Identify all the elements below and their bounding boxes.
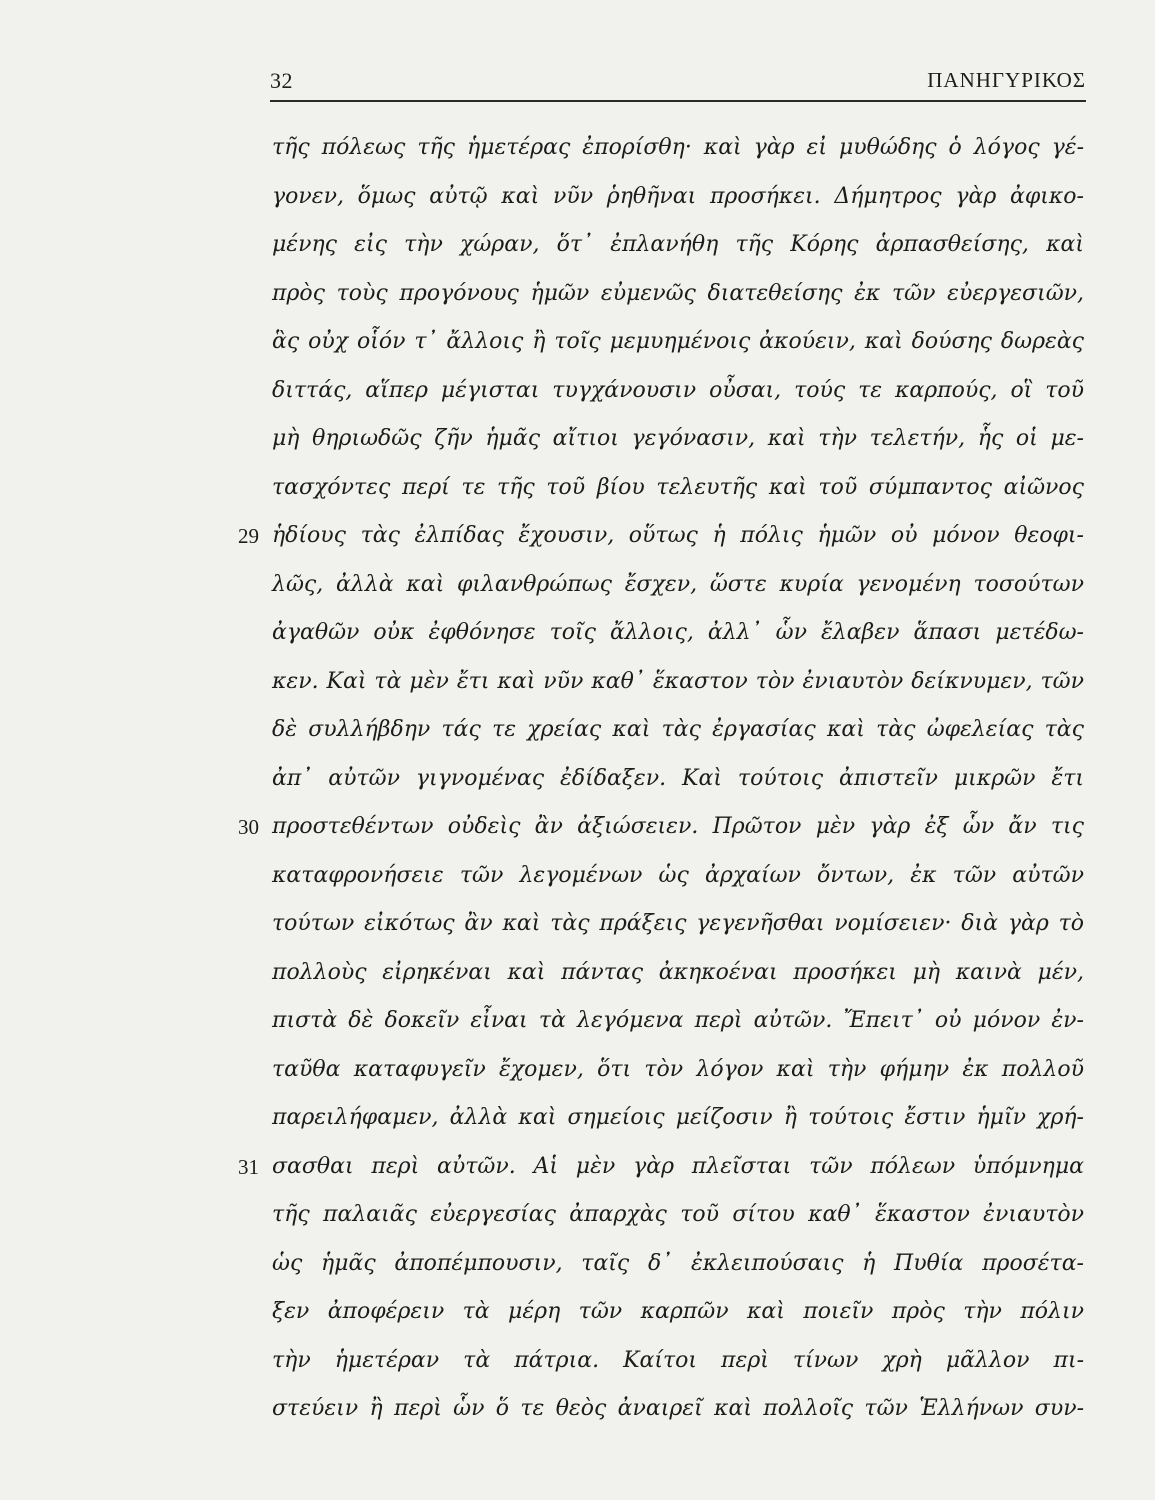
text-line	[272, 1244, 1084, 1293]
text-line	[272, 1195, 1084, 1244]
text-line	[238, 807, 1084, 856]
text-line	[272, 953, 1084, 1002]
running-head: ΠΑΝΗΓΥΡΙΚΟΣ	[927, 68, 1086, 92]
text-line	[272, 1001, 1084, 1050]
line-text: τασχόντες περί τε τῆς τοῦ βίου τελευτῆς καὶ τοῦ σύμπαντος αἰῶνος	[272, 474, 1084, 500]
line-text: δὲ συλλήβδην τάς τε χρείας καὶ τὰς ἐργασίας καὶ τὰς ὠφελείας τὰς	[272, 717, 1084, 742]
text-line	[272, 468, 1084, 517]
line-text: λῶς, ἀλλὰ καὶ φιλανθρώπως ἔσχεν, ὥστε κυρία γενομένη τοσούτων	[272, 571, 1084, 597]
line-text: τὴν ἡμετέραν τὰ πάτρια. Καίτοι περὶ τίνων χρὴ μᾶλλον πι-	[272, 1347, 1084, 1373]
text-line	[272, 1098, 1084, 1147]
line-text: πολλοὺς εἰρηκέναι καὶ πάντας ἀκηκοέναι προσήκει μὴ καινὰ μέν,	[272, 959, 1084, 985]
line-text: πιστὰ δὲ δοκεῖν εἶναι τὰ λεγόμενα περὶ αὐτῶν. Ἔπειτ᾽ οὐ μόνον ἐν-	[272, 1008, 1084, 1033]
text-line	[272, 1341, 1084, 1390]
text-line	[272, 177, 1084, 226]
line-text: στεύειν ἢ περὶ ὧν ὅ τε θεὸς ἀναιρεῖ καὶ πολλοῖς τῶν Ἑλλήνων συν-	[272, 1396, 1084, 1421]
line-text: παρειλήφαμεν, ἀλλὰ καὶ σημείοις μείζοσιν ἢ τούτοις ἔστιν ἡμῖν χρή-	[272, 1105, 1084, 1130]
text-line	[272, 904, 1084, 953]
text-line	[272, 128, 1084, 177]
line-text: καταφρονήσειε τῶν λεγομένων ὡς ἀρχαίων ὄντων, ἐκ τῶν αὐτῶν	[272, 862, 1084, 888]
line-text: κεν. Καὶ τὰ μὲν ἔτι καὶ νῦν καθ᾽ ἕκαστον τὸν ἐνιαυτὸν δείκνυμεν, τῶν	[272, 668, 1084, 694]
line-text: ἃς οὐχ οἷόν τ᾽ ἄλλοις ἢ τοῖς μεμυημένοις ἀκούειν, καὶ δούσης δωρεὰς	[272, 329, 1084, 354]
text-line	[238, 1147, 1084, 1196]
text-line	[272, 419, 1084, 468]
line-text: ὡς ἡμᾶς ἀποπέμπουσιν, ταῖς δ᾽ ἐκλειπούσαις ἡ Πυθία προσέτα-	[272, 1250, 1084, 1276]
line-text: πρὸς τοὺς προγόνους ἡμῶν εὐμενῶς διατεθείσης ἐκ τῶν εὐεργεσιῶν,	[272, 280, 1084, 306]
text-line	[272, 613, 1084, 662]
line-text: τῆς παλαιᾶς εὐεργεσίας ἀπαρχὰς τοῦ σίτου καθ᾽ ἕκαστον ἐνιαυτὸν	[272, 1202, 1084, 1227]
text-line	[272, 1050, 1084, 1099]
text-line	[272, 565, 1084, 614]
line-text: ξεν ἀποφέρειν τὰ μέρη τῶν καρπῶν καὶ ποιεῖν πρὸς τὴν πόλιν	[272, 1299, 1084, 1324]
page-header	[270, 62, 1086, 102]
text-line	[272, 371, 1084, 420]
line-text: τῆς πόλεως τῆς ἡμετέρας ἐπορίσθη· καὶ γὰρ εἰ μυθώδης ὁ λόγος γέ-	[272, 135, 1084, 160]
text-line	[272, 1292, 1084, 1341]
text-line	[272, 662, 1084, 711]
page-number: 32	[270, 68, 293, 93]
section-number: 30	[238, 815, 259, 839]
line-text: ἀπ᾽ αὐτῶν γιγνομένας ἐδίδαξεν. Καὶ τούτοις ἀπιστεῖν μικρῶν ἔτι	[272, 765, 1084, 791]
line-text: σασθαι περὶ αὐτῶν. Αἱ μὲν γὰρ πλεῖσται τῶν πόλεων ὑπόμνημα	[272, 1153, 1084, 1179]
text-line	[272, 1389, 1084, 1438]
text-line	[272, 856, 1084, 905]
text-line	[272, 274, 1084, 323]
line-text: ἀγαθῶν οὐκ ἐφθόνησε τοῖς ἄλλοις, ἀλλ᾽ ὧν ἔλαβεν ἅπασι μετέδω-	[272, 620, 1084, 645]
text-line	[272, 225, 1084, 274]
line-text: διττάς, αἵπερ μέγισται τυγχάνουσιν οὖσαι, τούς τε καρπούς, οἳ τοῦ	[272, 377, 1084, 403]
line-text: προστεθέντων οὐδεὶς ἂν ἀξιώσειεν. Πρῶτον μὲν γὰρ ἐξ ὧν ἄν τις	[272, 814, 1084, 839]
text-body	[238, 128, 1084, 1438]
section-number: 31	[238, 1154, 259, 1179]
line-text: μένης εἰς τὴν χώραν, ὅτ᾽ ἐπλανήθη τῆς Κόρης ἁρπασθείσης, καὶ	[272, 232, 1084, 257]
text-line	[272, 759, 1084, 808]
text-line	[272, 710, 1084, 759]
text-line	[272, 322, 1084, 371]
section-number: 29	[238, 524, 259, 548]
line-text: τούτων εἰκότως ἂν καὶ τὰς πράξεις γεγενῆσθαι νομίσειεν· διὰ γὰρ τὸ	[272, 911, 1084, 936]
line-text: ἡδίους τὰς ἐλπίδας ἔχουσιν, οὕτως ἡ πόλις ἡμῶν οὐ μόνον θεοφι-	[272, 523, 1084, 548]
text-line	[238, 516, 1084, 565]
line-text: ταῦθα καταφυγεῖν ἔχομεν, ὅτι τὸν λόγον καὶ τὴν φήμην ἐκ πολλοῦ	[272, 1056, 1084, 1082]
line-text: μὴ θηριωδῶς ζῆν ἡμᾶς αἴτιοι γεγόνασιν, καὶ τὴν τελετήν, ἧς οἱ με-	[272, 426, 1084, 451]
line-text: γονεν, ὅμως αὐτῷ καὶ νῦν ῥηθῆναι προσήκει. Δήμητρος γὰρ ἀφικο-	[272, 183, 1084, 209]
